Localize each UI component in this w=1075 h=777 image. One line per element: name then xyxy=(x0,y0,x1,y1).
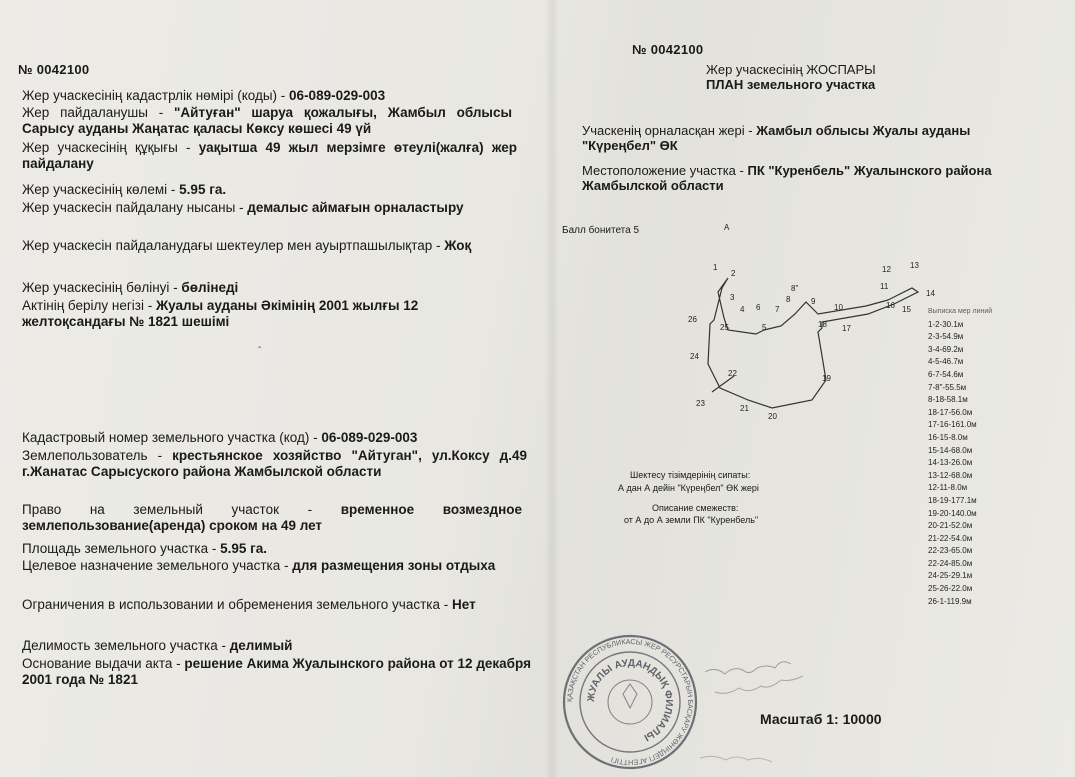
point-label: 1 xyxy=(713,263,718,272)
segment-length: 26-1-119.9м xyxy=(928,596,972,606)
segment-length: 8-18-58.1м xyxy=(928,395,968,405)
segment-length: 25-26-22.0м xyxy=(928,584,973,594)
plan-title-ru: ПЛАН земельного участка xyxy=(706,77,876,92)
point-label: 7 xyxy=(775,305,780,314)
ru-act-basis: Основание выдачи акта - решение Акима Жуалынского района от 12 декабря 2001 года № 1821 xyxy=(22,656,531,687)
segment-length: 1-2-30.1м xyxy=(928,319,964,329)
kz-land-divisibility: Жер учаскесінің бөлінуі - бөлінеді xyxy=(22,280,239,295)
point-label: 2 xyxy=(731,269,736,278)
ru-land-divisibility: Делимость земельного участка - делимый xyxy=(22,638,293,653)
signature-mark xyxy=(705,662,791,674)
segment-length: 21-22-54.0м xyxy=(928,533,973,543)
point-label: 4 xyxy=(740,305,745,314)
segment-length: 3-4-69.2м xyxy=(928,344,964,354)
segment-length: 17-16-161.0м xyxy=(928,420,977,430)
official-round-stamp xyxy=(560,632,700,772)
plan-title-kz: Жер учаскесінің ЖОСПАРЫ xyxy=(706,62,876,77)
signature-mark xyxy=(700,756,772,762)
ru-land-user: Землепользователь - крестьянское хозяйство "Айтуган", ул.Коксу д.49 г.Жанатас Сарысуского района Жамбылской области xyxy=(22,448,527,479)
document-number-left: № 0042100 xyxy=(18,62,90,77)
plan-location-kz: Учаскенің орналасқан жері - Жамбыл облысы Жуалы ауданы "Күреңбел" ӨК xyxy=(582,123,971,153)
ru-land-right: Право на земельный участок - временное возмездное землепользование(аренда) сроком на 49 лет xyxy=(22,502,522,533)
segment-length: 22-24-85.0м xyxy=(928,558,973,568)
segment-length: 24-25-29.1м xyxy=(928,571,973,581)
point-label: 8" xyxy=(791,284,799,293)
point-label: 10 xyxy=(834,303,843,312)
stamp-outer-text: ҚАЗАҚСТАН РЕСПУБЛИКАСЫ ЖЕР РЕСУРСТАРЫН БАСҚАРУ ЖӨНІНДЕГІ АГЕНТТІГІ xyxy=(564,636,696,768)
segments-header: Выписка мер линий xyxy=(928,308,993,315)
segment-length: 22-23-65.0м xyxy=(928,546,973,556)
point-label: 5 xyxy=(762,323,767,332)
ru-cadastral-number: Кадастровый номер земельного участка (код) - 06-089-029-003 xyxy=(22,430,418,445)
segment-length: 14-13-26.0м xyxy=(928,458,973,468)
segment-length: 19-20-140.0м xyxy=(928,508,977,518)
segment-length: 12-11-8.0м xyxy=(928,483,968,493)
neighbors-kz: А дан А дейін "Күреңбел" ӨК жері xyxy=(618,483,759,493)
segment-length: 18-17-56.0м xyxy=(928,407,973,417)
neighbors-title-ru: Описание смежеств: xyxy=(652,503,739,513)
segment-length: 20-21-52.0м xyxy=(928,521,973,531)
plan-location-ru: Местоположение участка - ПК "Куренбель" Жуалынского района Жамбылской области xyxy=(582,163,992,193)
kz-cadastral-number: Жер учаскесінің кадастрлік нөмірі (коды) - 06-089-029-003 xyxy=(22,88,386,103)
point-label: 6 xyxy=(756,303,761,312)
ru-land-purpose: Целевое назначение земельного участка - для размещения зоны отдыха xyxy=(22,558,496,573)
point-label: 21 xyxy=(740,404,749,413)
ru-land-restrictions: Ограничения в использовании и обременения земельного участка - Нет xyxy=(22,597,476,612)
point-label: A xyxy=(724,223,730,232)
plan-scale: Масштаб 1: 10000 xyxy=(760,711,882,727)
point-label: 11 xyxy=(880,282,889,291)
kz-land-purpose: Жер учаскесін пайдалану нысаны - демалыс аймағын орналастыру xyxy=(22,200,464,215)
segment-lengths-list xyxy=(928,306,1008,608)
point-label: 25 xyxy=(720,323,729,332)
bonitet-score: Балл бонитета 5 xyxy=(562,225,640,236)
point-label: 20 xyxy=(768,412,777,421)
neighbors-title-kz: Шектесу тізімдерінің сипаты: xyxy=(630,470,751,480)
point-label: 26 xyxy=(688,315,697,324)
kz-land-area: Жер учаскесінің көлемі - 5.95 га. xyxy=(22,182,227,197)
point-label: 18 xyxy=(818,320,827,329)
point-label: 13 xyxy=(910,261,919,270)
kz-act-basis: Актінің берілу негізі - Жуалы ауданы Әкімінің 2001 жылғы 12 желтоқсандағы № 1821 шешімі xyxy=(22,298,419,329)
segment-length: 4-5-46.7м xyxy=(928,357,964,367)
neighbors-ru: от А до А земли ПК "Куренбель" xyxy=(624,515,759,525)
kz-land-user: Жер пайдаланушы - "Айтуған" шаруа қожалығы, Жамбыл облысы Сарысу ауданы Жаңатас қаласы Көксу көшесі 49 үй xyxy=(22,105,513,136)
segment-length: 15-14-68.0м xyxy=(928,445,973,455)
point-label: 3 xyxy=(730,293,735,302)
segment-length: 16-15-8.0м xyxy=(928,432,968,442)
svg-text:ҚАЗАҚСТАН РЕСПУБЛИКАСЫ ЖЕР РЕС xyxy=(565,637,695,767)
segment-length: 7-8"-55.5м xyxy=(928,382,967,392)
svg-text:ЖУАЛЫ АУДАНДЫҚ ФИЛИАЛЫ xyxy=(586,658,674,743)
document-number-right: № 0042100 xyxy=(632,42,704,57)
point-label: 17 xyxy=(842,324,851,333)
point-label: 24 xyxy=(690,352,699,361)
point-label: 12 xyxy=(882,265,891,274)
segment-length: 18-19-177.1м xyxy=(928,495,977,505)
segment-length: 13-12-68.0м xyxy=(928,470,973,480)
stamp-inner-text: ЖУАЛЫ АУДАНДЫҚ ФИЛИАЛЫ xyxy=(585,657,675,743)
signature-mark xyxy=(715,676,803,693)
point-label: 9 xyxy=(811,297,816,306)
point-label: 19 xyxy=(822,374,831,383)
point-label: 16 xyxy=(886,301,895,310)
point-label: 22 xyxy=(728,369,737,378)
point-label: 14 xyxy=(926,289,935,298)
point-label: 15 xyxy=(902,305,911,314)
dash-mark: - xyxy=(258,342,262,353)
kz-land-restrictions: Жер учаскесін пайдаланудағы шектеулер мен ауыртпашылықтар - Жоқ xyxy=(22,238,472,253)
segment-length: 2-3-54.9м xyxy=(928,332,964,342)
ru-land-area: Площадь земельного участка - 5.95 га. xyxy=(22,541,268,556)
kz-land-right: Жер учаскесінің құқығы - уақытша 49 жыл мерзімге өтеулі(жалға) жер пайдалану xyxy=(22,140,517,171)
segment-length: 6-7-54.6м xyxy=(928,369,964,379)
point-label: 8 xyxy=(786,295,791,304)
point-label: 23 xyxy=(696,399,705,408)
